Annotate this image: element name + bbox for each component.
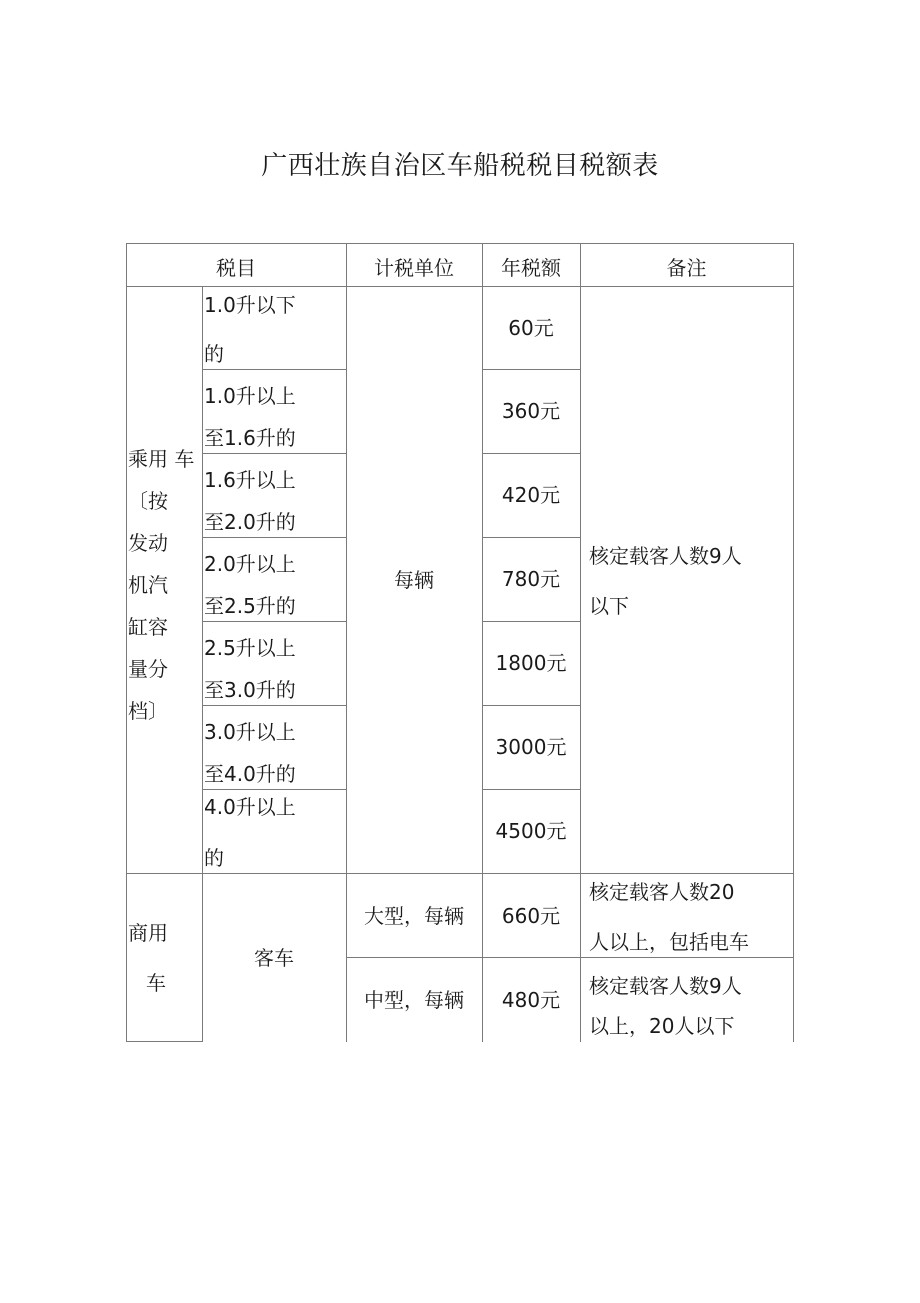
passenger-unit: 每辆	[394, 568, 434, 592]
amount-cell: 1800元	[495, 651, 567, 675]
range-line: 至3.0升的	[204, 678, 296, 702]
page-title: 广西壮族自治区车船税税目税额表	[261, 151, 659, 181]
commercial-note-line: 人以上，包括电车	[589, 930, 749, 954]
table-border-top	[126, 243, 794, 244]
range-line: 3.0升以上	[204, 720, 296, 744]
passenger-category-line: 档〕	[128, 699, 168, 723]
passenger-category-line: 量分	[128, 657, 168, 681]
commercial-unit: 中型，每辆	[364, 988, 464, 1012]
commercial-note-line: 核定载客人数9人	[589, 974, 742, 998]
row-divider	[346, 957, 794, 958]
range-line: 1.6升以上	[204, 468, 296, 492]
range-line: 2.5升以上	[204, 636, 296, 660]
row-divider	[482, 621, 580, 622]
table-bottom-left	[126, 1041, 202, 1042]
amount-cell: 420元	[501, 483, 561, 507]
row-divider	[202, 705, 346, 706]
col-line	[126, 243, 127, 1042]
header-item: 税目	[216, 256, 256, 280]
header-bottom-line	[126, 286, 794, 287]
commercial-amount: 660元	[501, 904, 561, 928]
col-line	[793, 243, 794, 1042]
passenger-category-line: 机汽	[128, 573, 168, 597]
range-line: 1.0升以上	[204, 384, 296, 408]
row-divider	[482, 537, 580, 538]
col-line	[202, 286, 203, 1042]
range-line: 至2.5升的	[204, 594, 296, 618]
header-amount: 年税额	[501, 256, 561, 280]
commercial-category-line: 车	[146, 971, 166, 995]
range-line: 1.0升以下	[204, 293, 296, 317]
amount-cell: 780元	[501, 567, 561, 591]
row-divider	[202, 369, 346, 370]
commercial-unit: 大型，每辆	[364, 904, 464, 928]
amount-cell: 3000元	[495, 735, 567, 759]
commercial-note-line: 以上，20人以下	[589, 1014, 735, 1038]
range-line: 的	[204, 846, 224, 870]
commercial-category-line: 商用	[128, 921, 168, 945]
row-divider	[202, 789, 346, 790]
row-divider	[202, 621, 346, 622]
row-divider	[482, 369, 580, 370]
range-line: 4.0升以上	[204, 795, 296, 819]
range-line: 的	[204, 342, 224, 366]
row-divider	[482, 453, 580, 454]
passenger-note-line: 以下	[589, 594, 629, 618]
row-divider	[202, 453, 346, 454]
row-divider	[202, 537, 346, 538]
passenger-category-line: 缸容	[128, 615, 168, 639]
commercial-note-line: 核定载客人数20	[589, 880, 735, 904]
range-line: 至2.0升的	[204, 510, 296, 534]
commercial-sub: 客车	[254, 946, 294, 970]
range-line: 至4.0升的	[204, 762, 296, 786]
col-line	[580, 243, 581, 1042]
section-divider	[126, 873, 794, 874]
passenger-category-line: 发动	[128, 531, 168, 555]
passenger-category-line: 〔按	[128, 489, 168, 513]
commercial-amount: 480元	[501, 988, 561, 1012]
amount-cell: 360元	[501, 399, 561, 423]
range-line: 至1.6升的	[204, 426, 296, 450]
amount-cell: 60元	[508, 316, 554, 340]
header-unit: 计税单位	[374, 256, 454, 280]
passenger-category-line: 乘用 车	[128, 447, 195, 471]
amount-cell: 4500元	[495, 819, 567, 843]
row-divider	[482, 705, 580, 706]
range-line: 2.0升以上	[204, 552, 296, 576]
header-note: 备注	[666, 256, 707, 280]
row-divider	[482, 789, 580, 790]
passenger-note-line: 核定载客人数9人	[589, 544, 742, 568]
